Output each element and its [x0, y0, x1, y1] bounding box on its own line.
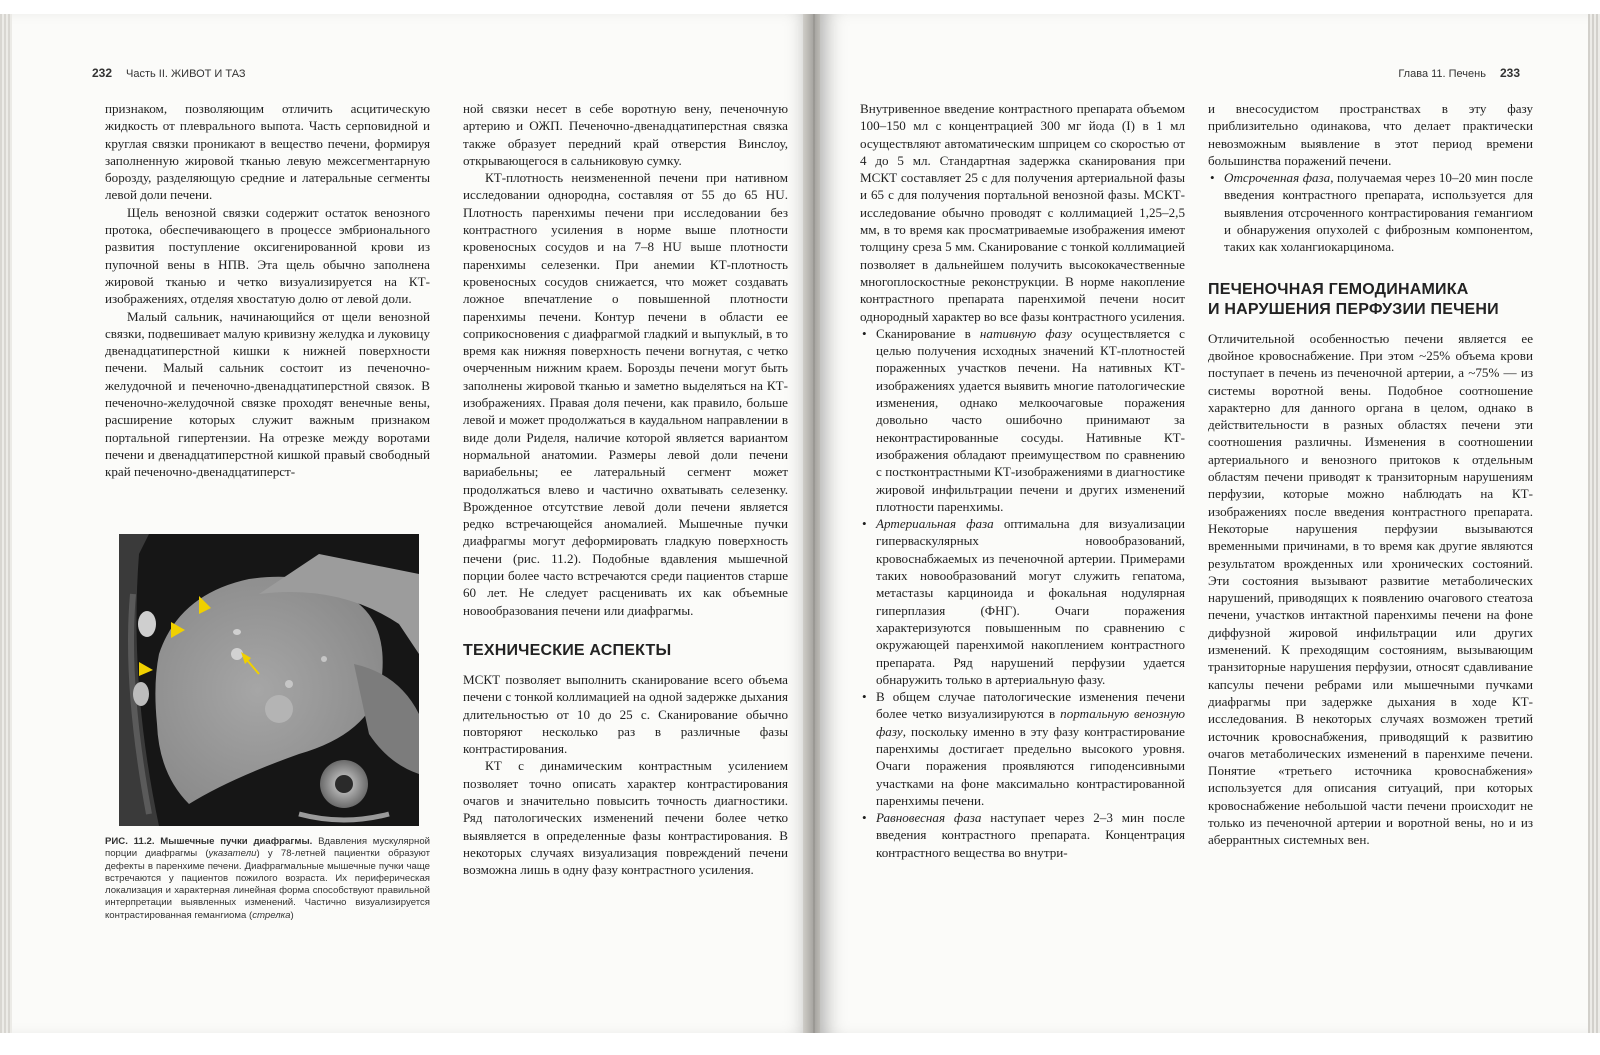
caption-title: РИС. 11.2. Мышечные пучки диафрагмы.: [105, 836, 313, 847]
left-section-title: Часть II. ЖИВОТ И ТАЗ: [126, 68, 246, 80]
heading-line: ПЕЧЕНОЧНАЯ ГЕМОДИНАМИКА: [1208, 280, 1469, 298]
paragraph: ной связки несет в себе воротную вену, печеночную артерию и ОЖП. Печеночно-двенадцатиперстная связка также образует передний край отверстия Винслоу, открывающегося в сальниковую сумку.: [463, 101, 788, 168]
right-section-title: Глава 11. Печень: [1398, 68, 1486, 80]
list-item: [860, 809, 1185, 861]
bullet-list: [860, 325, 1185, 861]
ct-scan-image: [119, 534, 419, 826]
paragraph: и внесосудистом пространствах в эту фазу приблизительно одинакова, что делает практически невозможным выявление в этот период времени большинства поражений печени.: [1208, 101, 1533, 168]
caption-text: ): [290, 909, 294, 921]
caption-italic: стрелка: [252, 909, 291, 921]
phase-label: Равновесная фаза: [876, 810, 982, 826]
caption-text: Вдавления мускулярной порции диафрагмы (: [105, 836, 431, 860]
paragraph: КТ с динамическим контрастным усилением позволяет точно описать характер контрастирования очагов и значительно повысить точность диагностики. Ряд патологических изменений печени более четко выявляется в определенные фазы контрастирования. В некоторых случаях визуализация повреждений печени возможна лишь в одну фазу контрастного усиления.: [463, 758, 788, 878]
left-column-2: [463, 100, 788, 878]
list-item-text: , получаемая через 10–20 мин после введения контрастного препарата, используется для выявления отсроченного контрастирования гемангиом и обнаружения опухолей с фиброзным компонентом, таких как холангиокарцинома.: [1224, 170, 1533, 255]
paragraph: Внутривенное введение контрастного препарата объемом 100–150 мл с концентрацией 300 мг йода (I) в 1 мл осуществляют автоматическим шприцем со скоростью от 4 до 5 мл. Стандартная задержка сканирования при МСКТ составляет 25 с для получения артериальной фазы и 65 с для получения портальной венозной фазы. МСКТ-исследование обычно проводят с коллимацией 1,25–2,5 мм, в то время как просматриваемые изображения имеют толщину среза 5 мм. Сканирование с тонкой коллимацией позволяет в дальнейшем получить высококачественные многоплоскостные реконструкции. В норме накопление контрастного препарата паренхимой печени носит однородный характер во все фазы контрастного усиления.: [860, 101, 1186, 324]
list-item-text: осуществляется с целью получения исходных значений КТ-плотностей пораженных участков печени. На нативных КТ-изображениях удается выявить многие патологические изменения, однако мелкоочаговые поражения довольно часто ошибочно принимают за неконтрастированные сосуды. Нативные КТ-изображения обладают преимуществом по сравнению с постконтрастными КТ-изображениями в диагностике жировой инфильтрации печени и других изменений плотности паренхимы.: [876, 325, 1185, 514]
paragraph: Отличительной особенностью печени является ее двойное кровоснабжение. При этом ~25% объема крови поступает в печень из печеночной артерии, а ~75% — из системы воротной вены. Подобное соотношение характерно для данного органа в целом, однако в действительности в разных областях печени эти соотношения различны. Изменения в соотношении артериального и венозного притоков к отдельным областям печени приводят к транзиторным нарушениям перфузии, которые можно наблюдать на КТ-изображениях после введения контрастного препарата. Некоторые нарушения перфузии вызываются временными причинами, в то время как другие являются результатом врожденных или хронических состояний. Эти состояния вызывают развитие метаболических нарушений, приводящих к появлению очагового стеатоза печени, участков интактной паренхимы печени на фоне диффузной жировой инфильтрации или других изменений. К преходящим состояниям, вызывающим транзиторные нарушения перфузии, относят сдавливание капсулы печени ребрами или мышечными пучками диафрагмы при задержке дыхания в ходе КТ-исследования. В некоторых случаях возможен третий источник кровоснабжения, приводящий к развитию очагов метаболических изменений в паренхиме печени. Понятие «третьего источника кровоснабжения» используется для описания ситуаций, при которых кровоснабжение небольшой части печени происходит не только из печеночной артерии и воротной вены, но и из аберрантных системных вен.: [1208, 330, 1533, 848]
phase-label: нативную фазу: [979, 325, 1072, 341]
paragraph: КТ-плотность неизмененной печени при нативном исследовании однородна, составляя от 55 до 65 HU. Плотность паренхимы печени при исследовании без контрастного усиления в норме выше плотности кровеносных сосудов и на 7–8 HU выше плотности паренхимы селезенки. При анемии КТ-плотность кровеносных сосудов снижается, что может создавать ложное впечатление о повышенной плотности паренхимы печени. Контур печени в области ее соприкосновения с диафрагмой гладкий и выпуклый, в то время как нижняя поверхность печени вогнутая, с четко очерченным нижним краем. Борозды печени могут быть заполнены жировой тканью и заметно выделяться на КТ-изображениях. Правая доля печени, как правило, больше левой и может продолжаться в каудальном направлении в виде доли Риделя, наличие которой является вариантом нормальной анатомии. Размеры левой доли печени вариабельны; ее латеральный сегмент может продолжаться влево и частично охватывать селезенку. Врожденное отсутствие левой доли печени является редко встречающейся аномалией. Мышечные пучки диафрагмы могут деформировать гладкую поверхность печени (рис. 11.2). Подобные вдавления мышечной порции более часто встречаются среди пациентов старше 60 лет. Не следует расценивать их как объемные новообразования печени или диафрагмы.: [463, 170, 788, 618]
list-item-text: наступает через 2–3 мин после введения контрастного препарата. Концентрация контрастного вещества во внутри-: [876, 810, 1185, 860]
right-column-1: [860, 100, 1185, 861]
paragraph: МСКТ позволяет выполнить сканирование всего объема печени с тонкой коллимацией на одной задержке дыхания длительностью от 10 до 25 с. Сканирование обычно повторяют несколько раз в различные фазы контрастирования.: [463, 671, 788, 757]
phase-label: портальную венозную фазу: [876, 706, 1186, 739]
section-heading: [1208, 280, 1533, 320]
list-item: [860, 515, 1185, 688]
figure-caption: [105, 836, 430, 922]
ct-scan-icon: [119, 534, 419, 826]
left-page-number: 232: [92, 66, 113, 80]
heading-line: И НАРУШЕНИЯ ПЕРФУЗИИ ПЕЧЕНИ: [1208, 300, 1499, 318]
left-column-1: [105, 100, 430, 481]
page-edges-right: [1586, 14, 1600, 1033]
bullet-list: [1208, 169, 1533, 255]
paragraph: Щель венозной связки содержит остаток венозного протока, обеспечивающего в процессе эмбрионального развития поступление оксигенированной крови из пупочной вены в НПВ. Эта щель обычно заполнена жировой тканью и четко визуализируется на КТ-изображениях, отделяя хвостатую долю от левой доли.: [105, 204, 430, 307]
right-column-2: [1208, 100, 1533, 849]
section-heading: ТЕХНИЧЕСКИЕ АСПЕКТЫ: [463, 641, 672, 659]
caption-text: ) у 78-летней пациентки образуют дефекты в паренхиме печени. Диафрагмальные мышечные пучки чаще встречаются у пациентов пожилого возраста. Их периферическая локализация и характерная линейная форма способствуют правильной интерпретации выявленных изменений. Частично визуализируется контрастированная гемангиома (: [105, 848, 430, 921]
paragraph: Малый сальник, начинающийся от щели венозной связки, подвешивает малую кривизну желудка и луковицу двенадцатиперстной кишки к нижней поверхности печени. Малый сальник состоит из печеночно-желудочной и печеночно-двенадцатиперстной связок. В печеночно-желудочной связке проходят венечные вены, расширение которых служит важным признаком портальной гипертензии. На отрезке между воротами печени и двенадцатиперстной кишкой правый свободный край печеночно-двенадцатиперст-: [105, 308, 430, 480]
list-item: [1208, 169, 1533, 255]
paragraph: признаком, позволяющим отличить асцитическую жидкость от плеврального выпота. Часть серповидной и круглая связки проникают в вещество печени, формируя заполненную жировой тканью левую межсегментарную борозду, разделяющую средние и латеральные сегменты левой доли печени.: [105, 101, 430, 203]
left-running-head: [92, 66, 246, 80]
list-item: [860, 325, 1185, 515]
phase-label: Артериальная фаза: [876, 516, 994, 532]
list-item-text: Сканирование в: [876, 325, 980, 341]
list-item-text: , поскольку именно в эту фазу контрастирование паренхимы достигает предельно высокого уровня. Очаги поражения проявляются гиподенсивными участками на фоне максимально контрастированной паренхимы печени.: [876, 723, 1185, 808]
right-page-number: 233: [1499, 66, 1520, 80]
right-running-head: [1398, 66, 1520, 80]
phase-label: Отсроченная фаза: [1224, 170, 1331, 186]
caption-italic: указатели: [208, 848, 257, 860]
list-item-text: В общем случае патологические изменения печени более четко визуализируются в: [876, 689, 1185, 722]
list-item-text: оптимальна для визуализации гиперваскулярных новообразований, кровоснабжаемых из печеночной артерии. Примерами таких новообразований могут служить гепатома, метастазы карциноида и фокальная нодулярная гиперплазия (ФНГ). Очаги поражения характеризуются повышенным по сравнению с окружающей паренхимой накоплением контрастного препарата. Ряд нарушений перфузии удается обнаружить только в артериальную фазу.: [876, 516, 1185, 687]
list-item: [860, 688, 1185, 809]
